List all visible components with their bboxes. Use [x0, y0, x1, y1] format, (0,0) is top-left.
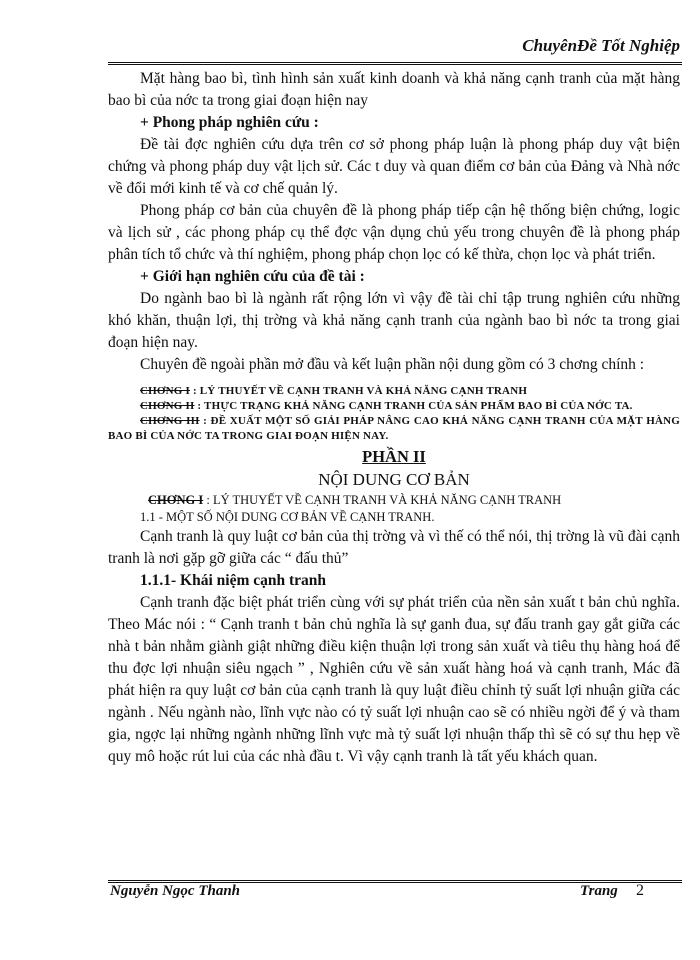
page-content — [108, 68, 680, 768]
part-chapter-tag: CHƠNG I — [148, 493, 204, 507]
footer-page-label: Trang — [580, 883, 618, 899]
scope-paragraph-2: Chuyên đề ngoài phần mở đầu và kết luận phần nội dung gồm có 3 chơng chính : — [140, 356, 645, 373]
part-label: PHẦN II — [362, 447, 426, 466]
chapter-title: : LÝ THUYẾT VỀ CẠNH TRANH VÀ KHẢ NĂNG CẠNH TRANH — [192, 385, 528, 397]
chapter-tag: CHƠNG III — [140, 415, 200, 427]
chapter-title: : ĐỀ XUẤT MỘT SỐ GIẢI PHÁP NÂNG CAO KHẢ NĂNG CẠNH TRANH CỦA MẶT HÀNG BAO BÌ CỦA NỚC TA TRONG GIAI ĐOẠN HIỆN NAY. — [108, 415, 680, 442]
subsection-heading: 1.1.1- Khái niệm cạnh tranh — [140, 572, 327, 589]
header-title: ChuyênĐề Tốt Nghiệp — [522, 36, 680, 55]
section-paragraph-2: Cạnh tranh đặc biệt phát triển cùng với sự phát triển của nền sản xuất t bản chủ nghĩa. Theo Mác nói : “ Cạnh tranh t bản chủ nghĩa là sự ganh đua, sự đấu tranh gay gắt giữa các nhà t bản nhằm giành giật những điều kiện thuận lợi trong sản xuất và tiêu thụ hàng hoá để thu đợc lợi nhuận siêu ngạch ” , Nghiên cứu về sản xuất hàng hoá và cạnh tranh, Mác đã phát hiện ra quy luật cơ bản của cạnh tranh là quy luật điều chỉnh tỷ suất lợi nhuận giữa các ngành . Nếu ngành nào, lĩnh vực nào có tỷ suất lợi nhuận cao sẽ có nhiều ngời để ý và tham gia, ngợc lại những ngành những lĩnh vực mà tỷ suất lợi nhuận thấp thì sẽ có sự thu hẹp về quy mô hoặc rút lui của các nhà đầu t. Vì vậy cạnh tranh là tất yếu khách quan. — [108, 594, 680, 765]
chapter-list-item — [108, 384, 680, 399]
section-heading: 1.1 - MỘT SỐ NỘI DUNG CƠ BẢN VỀ CẠNH TRANH. — [140, 510, 435, 524]
part-title: NỘI DUNG CƠ BẢN — [318, 470, 470, 489]
scope-heading: + Giới hạn nghiên cứu của đề tài : — [140, 268, 365, 285]
scope-paragraph-1: Do ngành bao bì là ngành rất rộng lớn vì vậy đề tài chỉ tập trung nghiên cứu những khó khăn, thuận lợi, thị trờng và khả năng cạnh tranh của ngành bao bì nớc ta trong giai đoạn hiện nay. — [108, 290, 680, 351]
footer-author: Nguyễn Ngọc Thanh — [110, 883, 241, 899]
part-chapter-title: : LÝ THUYẾT VỀ CẠNH TRANH VÀ KHẢ NĂNG CẠNH TRANH — [206, 493, 562, 507]
intro-paragraph: Mặt hàng bao bì, tình hình sản xuất kinh doanh và khả năng cạnh tranh của mặt hàng bao bì của nớc ta trong giai đoạn hiện nay — [108, 70, 680, 109]
chapter-tag: CHƠNG I — [140, 385, 190, 397]
chapter-list-item — [108, 399, 680, 414]
header-rule — [108, 62, 682, 65]
method-paragraph-2: Phong pháp cơ bản của chuyên đề là phong pháp tiếp cận hệ thống biện chứng, logic và lịch sử , các phong pháp cụ thể đợc vận dụng chủ yếu trong chuyên đề là phong pháp phân tích tổ chức và thí nghiệm, phong pháp chọn lọc có kế thừa, chọn lọc và phát triển. — [108, 202, 680, 263]
method-paragraph-1: Đề tài đợc nghiên cứu dựa trên cơ sở phong pháp luận là phong pháp duy vật biện chứng và phong pháp duy vật lịch sử. Các t duy và quan điểm cơ bản của Đảng và Nhà nớc về đổi mới kinh tế và cơ chế quản lý. — [108, 136, 680, 197]
chapter-title: : THỰC TRẠNG KHẢ NĂNG CẠNH TRANH CỦA SẢN PHẨM BAO BÌ CỦA NỚC TA. — [197, 400, 633, 412]
footer-page-number: 2 — [636, 882, 644, 899]
chapter-list-item — [108, 414, 680, 444]
section-paragraph-1: Cạnh tranh là quy luật cơ bản của thị trờng và vì thế có thể nói, thị trờng là vũ đài cạnh tranh là nơi gặp gỡ giữa các “ đấu thủ” — [108, 528, 680, 567]
part-chapter-heading — [108, 492, 680, 508]
method-heading: + Phong pháp nghiên cứu : — [140, 114, 319, 131]
chapter-tag: CHƠNG II — [140, 400, 195, 412]
